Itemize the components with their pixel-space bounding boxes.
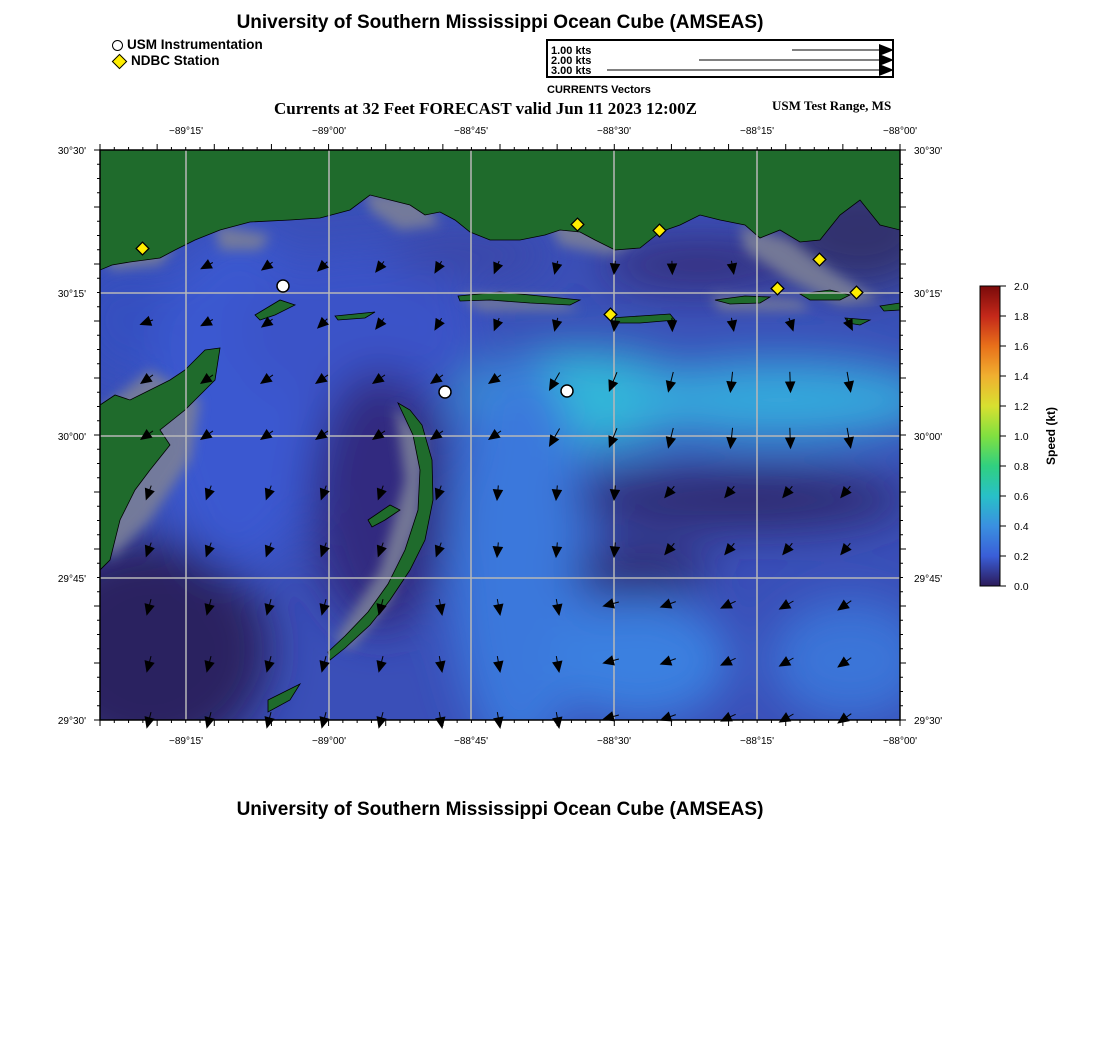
legend-usm-label: USM Instrumentation (127, 37, 263, 52)
speed-colorbar (980, 281, 1058, 593)
lat-tick-left: 30°15' (57, 289, 86, 300)
lat-tick-left: 29°45' (57, 574, 86, 585)
legend-ndbc-label: NDBC Station (131, 53, 220, 68)
colorbar-tick: 0.8 (1014, 461, 1029, 473)
lon-tick-bottom: −88°30' (597, 736, 631, 747)
vector-scale-title: CURRENTS Vectors (547, 84, 651, 96)
lat-tick-right: 29°45' (914, 574, 943, 585)
vector-label-1: 1.00 kts (551, 45, 592, 57)
lon-tick-bottom: −89°00' (312, 736, 346, 747)
colorbar-tick: 0.6 (1014, 491, 1029, 503)
colorbar-tick: 1.8 (1014, 311, 1029, 323)
lon-tick-top: −89°00' (312, 126, 346, 137)
lat-labels-left (58, 146, 86, 727)
colorbar-gradient (980, 286, 1000, 586)
colorbar-label: Speed (kt) (1044, 406, 1058, 466)
usm-station-marker (277, 280, 289, 292)
lon-tick-top: −89°15' (169, 126, 203, 137)
lon-labels-top (169, 126, 917, 137)
lon-tick-bottom: −88°00' (883, 736, 917, 747)
lon-tick-top: −88°30' (597, 126, 631, 137)
lat-tick-right: 30°00' (914, 432, 943, 443)
colorbar-tick: 1.4 (1014, 371, 1029, 383)
lon-tick-bottom: −88°15' (740, 736, 774, 747)
lat-tick-right: 29°30' (914, 716, 943, 727)
lat-labels-right (914, 146, 942, 727)
lat-tick-right: 30°15' (914, 289, 943, 300)
colorbar-tick: 0.2 (1014, 551, 1029, 563)
map-title: University of Southern Mississippi Ocean Cube (AMSEAS) (236, 12, 764, 33)
lon-tick-bottom: −88°45' (454, 736, 488, 747)
vector-label-2: 2.00 kts (551, 55, 592, 67)
colorbar-tick: 2.0 (1014, 281, 1029, 293)
colorbar-tick: 0.0 (1014, 581, 1029, 593)
lat-tick-left: 29°30' (57, 716, 86, 727)
forecast-subtitle: Currents at 32 Feet FORECAST valid Jun 11 2023 12:00Z (274, 99, 697, 118)
lon-tick-top: −88°15' (740, 126, 774, 137)
colorbar-tick: 1.0 (1014, 431, 1029, 443)
lon-labels-bottom (169, 736, 917, 747)
lat-tick-left: 30°30' (57, 146, 86, 157)
lat-tick-left: 30°00' (57, 432, 86, 443)
colorbar-tick: 1.2 (1014, 401, 1029, 413)
footer-title: University of Southern Mississippi Ocean Cube (AMSEAS) (236, 799, 764, 820)
vector-label-3: 3.00 kts (551, 65, 592, 77)
colorbar-tick: 0.4 (1014, 521, 1029, 533)
lat-tick-right: 30°30' (914, 146, 943, 157)
usm-station-marker (561, 385, 573, 397)
test-range-label: USM Test Range, MS (772, 98, 892, 113)
lon-tick-top: −88°45' (454, 126, 488, 137)
usm-station-marker (439, 386, 451, 398)
lon-tick-top: −88°00' (883, 126, 917, 137)
colorbar-tick: 1.6 (1014, 341, 1029, 353)
lon-tick-bottom: −89°15' (169, 736, 203, 747)
